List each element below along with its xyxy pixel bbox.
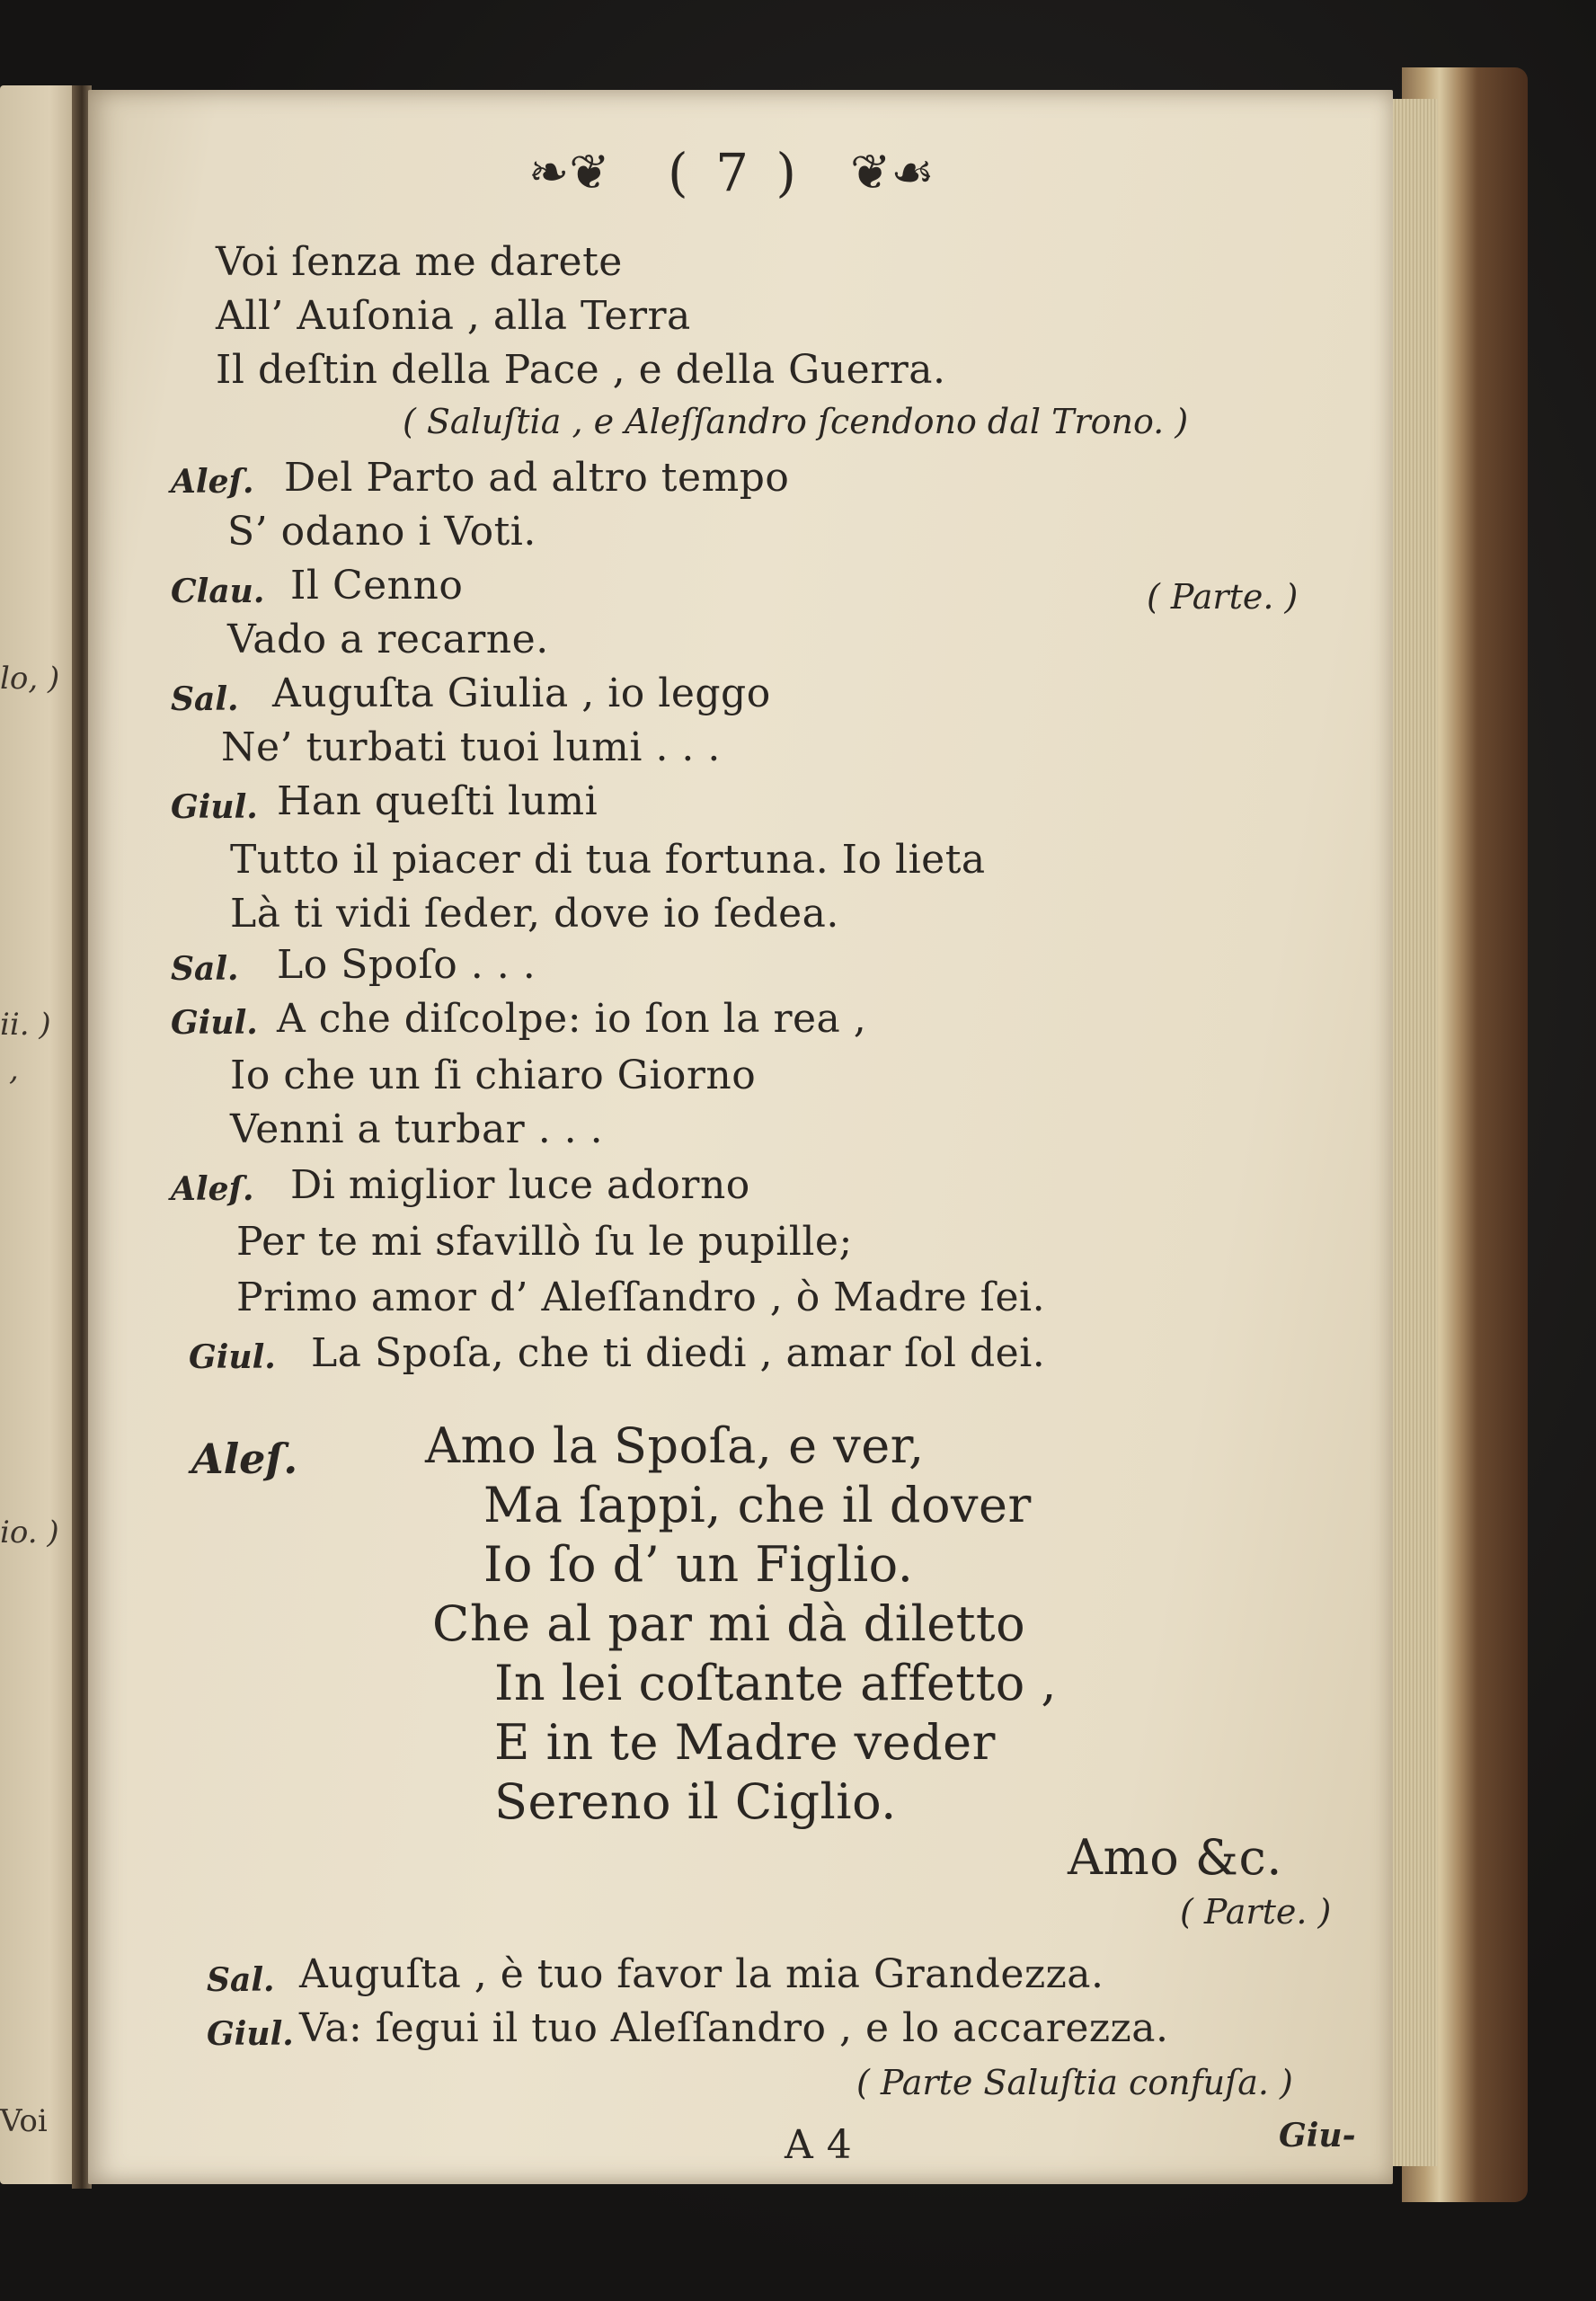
text-line: Il Cenno xyxy=(290,563,464,609)
speaker-label: Giul. xyxy=(171,1004,258,1042)
aria-line: E in te Madre veder xyxy=(494,1714,996,1771)
text-line: Venni a turbar . . . xyxy=(230,1106,604,1152)
signature-mark: A 4 xyxy=(785,2122,853,2168)
aria-line: Sereno il Ciglio. xyxy=(494,1773,897,1830)
text-line: Lo Spoſo . . . xyxy=(277,942,536,988)
page-edges xyxy=(1388,99,1438,2166)
stage-direction: ( Parte. ) xyxy=(1180,1892,1332,1932)
text-line: Il deſtin della Pace , e della Guerra. xyxy=(216,347,946,393)
text-line: Primo amor d’ Aleſſandro , ò Madre ſei. xyxy=(236,1275,1046,1320)
ornament-right-icon: ❦☙ xyxy=(850,144,935,200)
aria-refrain: Amo &c. xyxy=(1068,1829,1282,1886)
stage-direction: ( Saluſtia , e Aleſſandro ſcendono dal Trono. ) xyxy=(403,402,1189,441)
speaker-label: Clau. xyxy=(171,573,265,610)
text-line: Han queſti lumi xyxy=(277,778,598,824)
speaker-label: Sal. xyxy=(207,1961,275,1999)
text-line: All’ Auſonia , alla Terra xyxy=(216,293,691,339)
speaker-label: Aleſ. xyxy=(171,1170,254,1208)
text-line: Del Parto ad altro tempo xyxy=(284,455,790,501)
text-line: Vado a recarne. xyxy=(227,617,549,662)
speaker-label: Giul. xyxy=(171,788,258,826)
aria-line: Amo la Spoſa, e ver, xyxy=(425,1417,925,1474)
book-page xyxy=(88,90,1393,2184)
speaker-label: Sal. xyxy=(171,680,239,718)
speaker-label: Sal. xyxy=(171,950,239,988)
aria-line: Che al par mi dà diletto xyxy=(432,1595,1026,1652)
text-line: Di miglior luce adorno xyxy=(290,1162,750,1208)
text-line: Auguſta , è tuo favor la mia Grandezza. xyxy=(299,1951,1104,1997)
text-line: Io che un ſi chiaro Giorno xyxy=(230,1053,757,1098)
catchword: Giu- xyxy=(1279,2117,1356,2154)
ornament-left-icon: ❧❦ xyxy=(528,144,610,200)
text-line: Ne’ turbati tuoi lumi . . . xyxy=(221,724,721,770)
text-line: S’ odano i Voti. xyxy=(227,509,536,555)
left-facing-page xyxy=(0,85,83,2184)
text-line: Voi ſenza me darete xyxy=(216,239,623,285)
aria-line: Ma ſappi, che il dover xyxy=(483,1477,1032,1533)
aria-speaker-label: Aleſ. xyxy=(191,1435,298,1483)
text-line: Tutto il piacer di tua fortuna. Io lieta xyxy=(230,837,986,883)
speaker-label: Aleſ. xyxy=(171,463,254,501)
text-line: Auguſta Giulia , io leggo xyxy=(272,671,771,716)
left-page-fragment: , xyxy=(9,1052,19,1088)
left-page-fragment: io. ) xyxy=(0,1515,59,1550)
left-page-fragment: Voi xyxy=(0,2103,48,2139)
stage-direction: ( Parte Saluſtia confuſa. ) xyxy=(856,2063,1293,2102)
text-line: Per te mi sfavillò ſu le pupille; xyxy=(236,1219,853,1265)
page-number: ( 7 ) xyxy=(668,142,802,203)
speaker-label: Giul. xyxy=(189,1338,276,1376)
aria-line: In lei coſtante affetto , xyxy=(494,1655,1058,1711)
text-line: Là ti vidi ſeder, dove io ſedea. xyxy=(230,891,839,937)
speaker-label: Giul. xyxy=(207,2015,294,2053)
text-line: A che diſcolpe: io ſon la rea , xyxy=(277,996,867,1042)
text-line: Va: ſegui il tuo Aleſſandro , e lo accarezza. xyxy=(299,2005,1169,2051)
stage-direction: ( Parte. ) xyxy=(1147,577,1299,617)
left-page-fragment: lo, ) xyxy=(0,661,60,697)
text-line: La Spoſa, che ti diedi , amar ſol dei. xyxy=(311,1330,1046,1376)
aria-line: Io ſo d’ un Figlio. xyxy=(483,1536,914,1593)
left-page-fragment: ii. ) xyxy=(0,1007,51,1043)
